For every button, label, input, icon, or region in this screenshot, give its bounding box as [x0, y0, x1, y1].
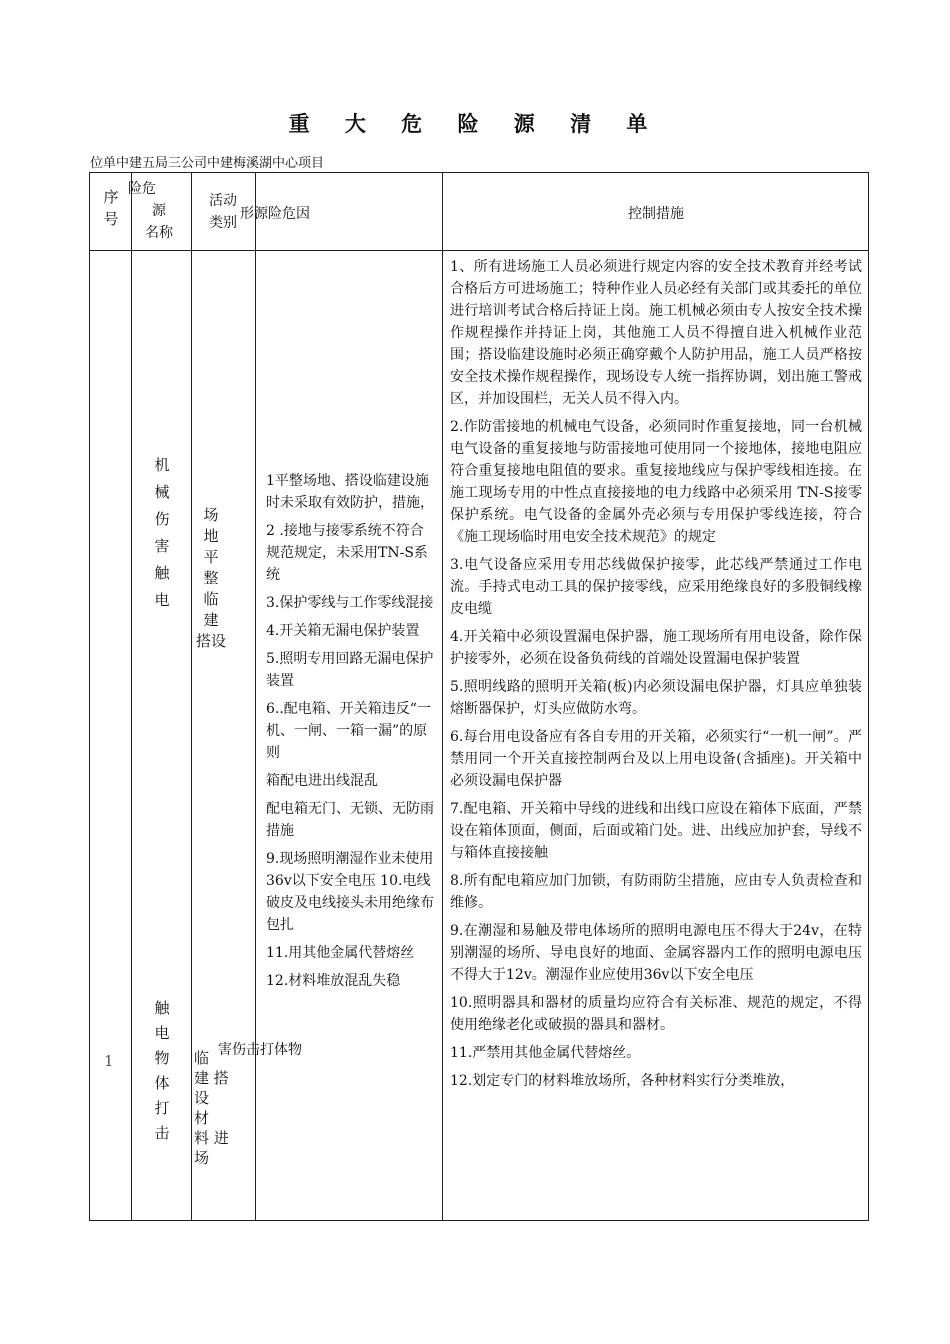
unit-line: 位单中建五局三公司中建梅溪湖中心项目 — [90, 156, 325, 171]
header-hazard-name: 险危 源 名称 — [128, 181, 173, 241]
control-item: 9.在潮湿和易触及带电体场所的照明电源电压不得大于24v，在特别潮湿的场所、导电良好的地面、金属容器内工作的照明电源电压不得大于12v。潮湿作业应使用36v以下安全电压 — [450, 923, 862, 983]
header-divider — [89, 250, 869, 251]
control-item: 5.照明线路的照明开关箱(板)内必须设漏电保护器，灯具应单独装熔断器保护，灯头应做防水弯。 — [450, 679, 862, 717]
column-divider — [131, 172, 132, 1221]
cause-item: 箱配电进出线混乱 — [266, 773, 378, 789]
activity-b: 临 建 搭 设 材 料 进 场 — [194, 1049, 229, 1167]
control-item: 7.配电箱、开关箱中导线的进线和出线口应设在箱体下底面，严禁设在箱体顶面，侧面，后面或箱门处。进、出线应加护套，导线不与箱体直接接触 — [450, 801, 862, 861]
cause-item: 配电箱无门、无锁、无防雨措施 — [266, 801, 434, 839]
cause-item: 12.材料堆放混乱失稳 — [266, 973, 401, 989]
column-divider — [191, 172, 192, 1221]
header-activity: 活动 类别 — [209, 193, 237, 231]
control-item: 2.作防雷接地的机械电气设备，必须同时作重复接地，同一台机械电气设备的重复接地与防雷接地可使用同一个接地体，接地电阻应符合重复接地电阻值的要求。重复接地线应与保护零线相连接。在施工现场专用的中性点直接接地的电力线路中必须采用 TN-S接零保护系统。电气设备的金属外壳必须与专用保护零线连接，符合《施工现场临时用电安全技术规范》的规定 — [450, 419, 862, 545]
cause-item: 1平整场地、搭设临建设施时未采取有效防护，措施， — [266, 473, 434, 511]
column-divider — [442, 172, 443, 1221]
control-item: 3.电气设备应采用专用芯线做保护接零，此芯线严禁通过工作电流。手持式电动工具的保护接零线，应采用绝缘良好的多股铜线橡皮电缆 — [450, 557, 862, 617]
cause-item: 3.保护零线与工作零线混接 — [266, 595, 434, 611]
hazard-causes — [266, 470, 436, 998]
control-item: 11.严禁用其他金属代替熔丝。 — [450, 1045, 641, 1061]
control-measures — [450, 256, 862, 1098]
hazard-names-b: 触 电 物 体 打 击 — [154, 999, 170, 1142]
row-seq: 1 — [104, 1052, 114, 1070]
header-seq: 序 号 — [103, 188, 119, 228]
cause-item: 6..配电箱、开关箱违反“一机、一闸、一箱一漏”的原则 — [266, 701, 431, 761]
cause-item: 9.现场照明潮湿作业未使用36v以下安全电压 10.电线破皮及电线接头未用绝缘布包扎 — [266, 851, 434, 933]
cause-item: 4.开关箱无漏电保护装置 — [266, 623, 420, 639]
control-item: 8.所有配电箱应加门加锁，有防雨防尘措施，应由专人负责检查和维修。 — [450, 873, 862, 911]
activity-a: 场 地 平 整 临 建 搭设 — [196, 506, 227, 650]
cause-item: 2 .接地与接零系统不符合规范规定，未采用TN-S系统 — [266, 523, 428, 583]
header-cause: 形源险危因 — [240, 206, 310, 222]
page-title: 重 大 危 险 源 清 单 — [288, 111, 662, 136]
cause-item-object-strike: 害伤击打体物 — [218, 1042, 302, 1058]
control-item: 1、所有进场施工人员必须进行规定内容的安全技术教育并经考试合格后方可进场施工；特种作业人员必经有关部门或其委托的单位进行培训考试合格后持证上岗。施工机械必须由专人按安全技术操作规程操作并持证上岗，其他施工人员不得擅自进入机械作业范围；搭设临建设施时必须正确穿戴个人防护用品，施工人员严格按安全技术操作规程操作，现场设专人统一指挥协调，划出施工警戒区，并加设围栏，无关人员不得入内。 — [450, 259, 862, 407]
control-item: 10.照明器具和器材的质量均应符合有关标准、规范的规定，不得使用绝缘老化或破损的器具和器材。 — [450, 995, 862, 1033]
control-item: 12.划定专门的材料堆放场所，各种材料实行分类堆放， — [450, 1073, 795, 1089]
hazard-names-a: 机 械 伤 害 触 电 — [154, 456, 170, 609]
column-divider — [255, 172, 256, 1221]
cause-item: 5.照明专用回路无漏电保护装置 — [266, 651, 434, 689]
control-item: 4.开关箱中必须设置漏电保护器，施工现场所有用电设备，除作保护接零外，必须在设备负荷线的首端处设置漏电保护装置 — [450, 629, 862, 667]
cause-item: 11.用其他金属代替熔丝 — [266, 945, 415, 961]
header-control: 控制措施 — [628, 206, 684, 222]
control-item: 6.每台用电设备应有各自专用的开关箱，必须实行“一机一闸”。严禁用同一个开关直接控制两台及以上用电设备(含插座)。开关箱中必须设漏电保护器 — [450, 729, 862, 789]
